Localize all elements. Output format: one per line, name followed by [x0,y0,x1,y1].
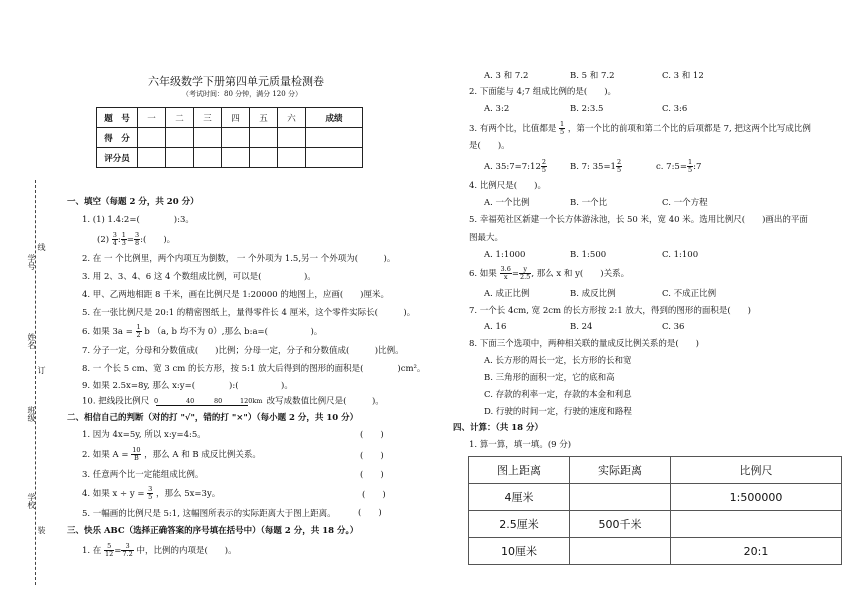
bind-char-xian: 线 [37,243,46,251]
c5-option-a[interactable]: A. 1:1000 [484,250,526,260]
numerator: 3 [135,231,140,239]
school-label: 学校 [27,493,36,509]
binding-line [35,180,36,585]
scale-table-header: 实际距离 [570,457,671,484]
fraction [136,324,142,339]
calc-title: 1. 算一算，填一填。(9 分) [469,440,572,450]
choice-4: 4. 比例尺是( )。 [469,181,546,191]
scale-table-header: 比例尺 [671,457,842,484]
choice-6: 6. 如果 $\frac{3.6}{x}$ = $\frac{y}{2.5}$ , 那么 x 和 y( )关系。 [469,265,630,281]
c6-option-a[interactable]: A. 成正比例 [484,289,530,299]
c5-option-c[interactable]: C. 1:100 [662,250,699,260]
score-cell[interactable] [278,148,306,168]
c3-suffix: ，第一个比的前项和第二个比的后项都是 7, 把这两个比写成比例 [567,124,811,134]
numerator: 1 [121,231,126,239]
c8-option-c[interactable]: C. 存款的利率一定，存款的本金和利息 [484,390,632,400]
scale-table-cell[interactable] [570,484,671,511]
scale-table-cell: 4厘米 [469,484,570,511]
q6 [82,324,322,339]
q1-2-prefix: (2) [97,235,110,245]
fraction [541,159,547,174]
c8-option-d[interactable]: D. 行驶的时间一定，行驶的速度和路程 [484,407,632,417]
section4-title: 四、计算：（共 18 分） [453,423,543,433]
page-title: 六年级数学下册第四单元质量检测卷 [148,75,324,88]
denominator: 2 [136,331,141,339]
numerator: 3.6 [500,265,511,273]
fraction [121,232,127,247]
c6-suffix: , 那么 x 和 y( )关系。 [531,269,630,279]
numerator: 1 [136,323,141,331]
c6-option-c[interactable]: C. 不成正比例 [662,289,717,299]
c7-option-b[interactable]: B. 24 [570,322,593,332]
section2-title: 二、相信自己的判断（对的打 "√"，错的打 "×"）（每小题 2 分，共 10 分） [67,413,359,423]
scale-table-cell[interactable] [671,511,842,538]
page-subtitle: （考试时间：80 分钟，满分 120 分） [182,90,302,98]
q10-prefix: 10. 把线段比例尺 [82,396,150,407]
fraction [559,121,565,136]
c2-option-b[interactable]: B. 2:3.5 [570,104,604,114]
score-col: 成绩 [306,108,363,128]
section3-title: 三、快乐 ABC（选择正确答案的序号填在括号中）（每题 2 分，共 18 分。） [67,526,359,536]
denominator: 5 [560,128,565,136]
numerator: 10 [132,446,141,454]
scale-table [468,456,842,565]
c8-option-b[interactable]: B. 三角形的面积一定，它的底和高 [484,373,615,383]
ruler-tick-label: 40 [185,397,195,405]
answer-paren[interactable]: ( ) [362,490,386,500]
c1-option-b[interactable]: B. 5 和 7.2 [570,71,615,81]
denominator: 4 [112,239,117,247]
c3-option-a-text: A. 35:7=7:1 [484,162,536,172]
score-cell[interactable] [306,128,363,148]
q9: 9. 如果 2.5x=8y, 那么 x:y=( ):( )。 [82,381,293,391]
c8-option-a[interactable]: A. 长方形的周长一定，长方形的长和宽 [484,356,632,366]
numerator: 3 [121,543,133,551]
score-cell[interactable] [194,148,222,168]
c3-option-a[interactable] [484,159,547,174]
c7-option-a[interactable]: A. 16 [484,322,507,332]
denominator: 5 [616,166,622,174]
numerator: y [519,266,531,274]
fraction [104,543,114,558]
score-cell[interactable] [278,128,306,148]
score-cell[interactable] [222,148,250,168]
q10-suffix: 改写成数值比例尺是( )。 [266,396,384,407]
score-cell[interactable] [222,128,250,148]
score-col: 四 [222,108,250,128]
fraction [121,543,133,558]
section1-title: 一、填空（每题 2 分，共 20 分） [67,197,199,207]
q8: 8. 一 个长 5 cm、宽 3 cm 的长方形，按 5:1 放大后得到的图形的面积是( )cm²。 [82,364,426,374]
numerator: 1 [687,158,693,166]
denominator: 7.2 [122,550,133,558]
score-cell[interactable] [138,128,166,148]
score-cell[interactable] [250,128,278,148]
score-cell[interactable] [306,148,363,168]
scale-table-header: 图上距离 [469,457,570,484]
line-scale-ruler [152,394,264,408]
score-cell[interactable] [138,148,166,168]
scale-table-cell: 10厘米 [469,538,570,565]
denominator: 2.5 [519,273,531,281]
score-col: 六 [278,108,306,128]
ruler-line [156,405,248,406]
class-label: 班级 [27,406,36,422]
q2: 2. 在 一 个比例里，两个内项互为倒数， 一 个外项为 1.5,另一 个外项为( )。 [82,254,396,264]
student-id-label: 学号 [27,254,36,270]
c3-option-b-text: B. 7: 35=1 [570,162,616,172]
numerator: 5 [104,543,114,551]
judge-5: 5. 一幅画的比例尺是 5:1, 这幅图所表示的实际距离大于图上距离。 [82,509,336,519]
ruler-tick-label: 120km [239,397,263,405]
numerator: 2 [541,158,546,166]
choice-5-line2: 图最大。 [469,233,504,243]
score-table [96,107,363,168]
scale-table-cell[interactable] [570,538,671,565]
c7-option-c[interactable]: C. 36 [662,322,685,332]
denominator: 5 [148,493,153,501]
judge-1: 1. 因为 4x=5y, 所以 x:y=4:5。 [82,430,206,440]
c5-option-b[interactable]: B. 1:500 [570,250,607,260]
choice-5: 5. 幸福苑社区新建一个长方体游泳池，长 50 米，宽 40 米。选用比例尺( )画出的平面 [469,215,808,225]
choice-3 [469,121,811,136]
bind-char-zhuang: 装 [37,526,46,534]
c1-option-c[interactable]: C. 3 和 12 [662,71,704,81]
fraction [519,266,531,281]
c2-option-a[interactable]: A. 3:2 [484,104,510,114]
denominator: B [133,454,139,462]
c1-prefix: 1. 在 [82,546,102,556]
numerator: 3 [112,231,117,239]
ruler-tick-label: 0 [153,397,159,405]
c3-prefix: 3. 有两个比，比值都是 [469,124,557,134]
score-col: 一 [138,108,166,128]
denominator: 8 [135,239,140,247]
judge-4 [82,486,220,501]
q3: 3. 用 2、3、4、6 这 4 个数组成比例，可以是( )。 [82,272,316,282]
c3-option-b[interactable] [570,159,622,174]
scale-table-cell: 1:500000 [671,484,842,511]
score-cell[interactable] [166,128,194,148]
score-col: 二 [166,108,194,128]
denominator: x [503,273,508,281]
c1-option-a[interactable]: A. 3 和 7.2 [484,71,529,81]
numerator: 3 [148,485,153,493]
choice-1: 1. 在 $\frac{5}{12}$ = $\frac{3}{7.2}$ 中，比例的内项是( )。 [82,542,237,558]
c3-option-c-text: c. 7:5= [656,162,687,172]
c3-option-c-tail: :7 [693,162,702,172]
q1-1: 1. (1) 1.4:2=( ):3。 [82,215,194,225]
j2-suffix: ，那么 A 和 B 成反比例关系。 [144,450,261,460]
j4-prefix: 4. 如果 x ÷ y = [82,489,145,499]
c4-option-c[interactable]: C. 一个方程 [662,198,708,208]
judge-2 [82,447,261,462]
fraction [147,486,153,501]
j4-suffix: ，那么 5x=3y。 [156,489,221,499]
score-row-label: 题 号 [97,108,138,128]
fraction [616,159,622,174]
denominator: 12 [105,550,114,558]
c4-option-b[interactable]: B. 一个比 [570,198,608,208]
q4: 4. 甲、乙两地相距 8 千米，画在比例尺是 1:20000 的地图上，应画( )厘米。 [82,290,389,300]
answer-paren[interactable]: ( ) [360,451,384,461]
score-cell[interactable] [166,148,194,168]
scale-table-cell: 500千米 [570,511,671,538]
q5: 5. 在一张比例尺是 20:1 的精密图纸上，量得零件长 4 厘米，这个零件实际长( )。 [82,308,416,318]
score-cell[interactable] [194,128,222,148]
choice-2: 2. 下面能与 4;7 组成比例的是( )。 [469,87,617,97]
denominator: 3 [121,239,126,247]
choice-7: 7. 一个长 4cm, 宽 2cm 的长方形按 2:1 放大，得到的图形的面积是( ) [469,306,751,316]
judge-3: 3. 任意两个比一定能组成比例。 [82,470,204,480]
answer-paren[interactable]: ( ) [360,470,384,480]
numerator: 1 [560,120,565,128]
q10 [82,394,384,408]
c3-option-c[interactable] [656,159,701,174]
c6-option-b[interactable]: B. 成反比例 [570,289,616,299]
denominator: 5 [541,166,546,174]
numerator: 2 [616,158,622,166]
ruler-tick-label: 80 [213,397,223,405]
score-cell[interactable] [250,148,278,168]
q6-suffix: b （a, b 均不为 0）,那么 b:a=( )。 [144,327,323,337]
answer-paren[interactable]: ( ) [358,508,382,518]
scale-table-cell: 2.5厘米 [469,511,570,538]
fraction [500,266,512,281]
answer-paren[interactable]: ( ) [360,430,384,440]
score-col: 五 [250,108,278,128]
score-col: 三 [194,108,222,128]
score-row-label: 得 分 [97,128,138,148]
name-label: 姓名 [27,333,36,349]
q7: 7. 分子一定，分母和分数值成( )比例；分母一定，分子和分数值成( )比例。 [82,346,404,356]
c2-option-c[interactable]: C. 3:6 [662,104,688,114]
fraction [112,232,118,247]
c6-prefix: 6. 如果 [469,269,497,279]
bind-char-ding: 订 [37,366,46,374]
choice-8: 8. 下面三个选项中，两种相关联的量成反比例关系的是( ) [469,339,699,349]
score-row-label: 评分员 [97,148,138,168]
choice-3-line2: 是( )。 [469,141,510,151]
c3-option-a-whole: 2 [535,162,541,172]
c4-option-a[interactable]: A. 一个比例 [484,198,530,208]
denominator: 5 [687,166,693,174]
j2-prefix: 2. 如果 A = [82,450,129,460]
fraction [131,447,141,462]
q6-prefix: 6. 如果 3a = [82,327,133,337]
c1-suffix: 中，比例的内项是( )。 [136,546,237,556]
q1-2: (2) $\frac{3}{4}$ : $\frac{1}{3}$ = $\frac{3}{8}$ :( )。 [97,231,176,247]
scale-table-cell: 20:1 [671,538,842,565]
q1-2-suffix: :( )。 [140,235,176,245]
